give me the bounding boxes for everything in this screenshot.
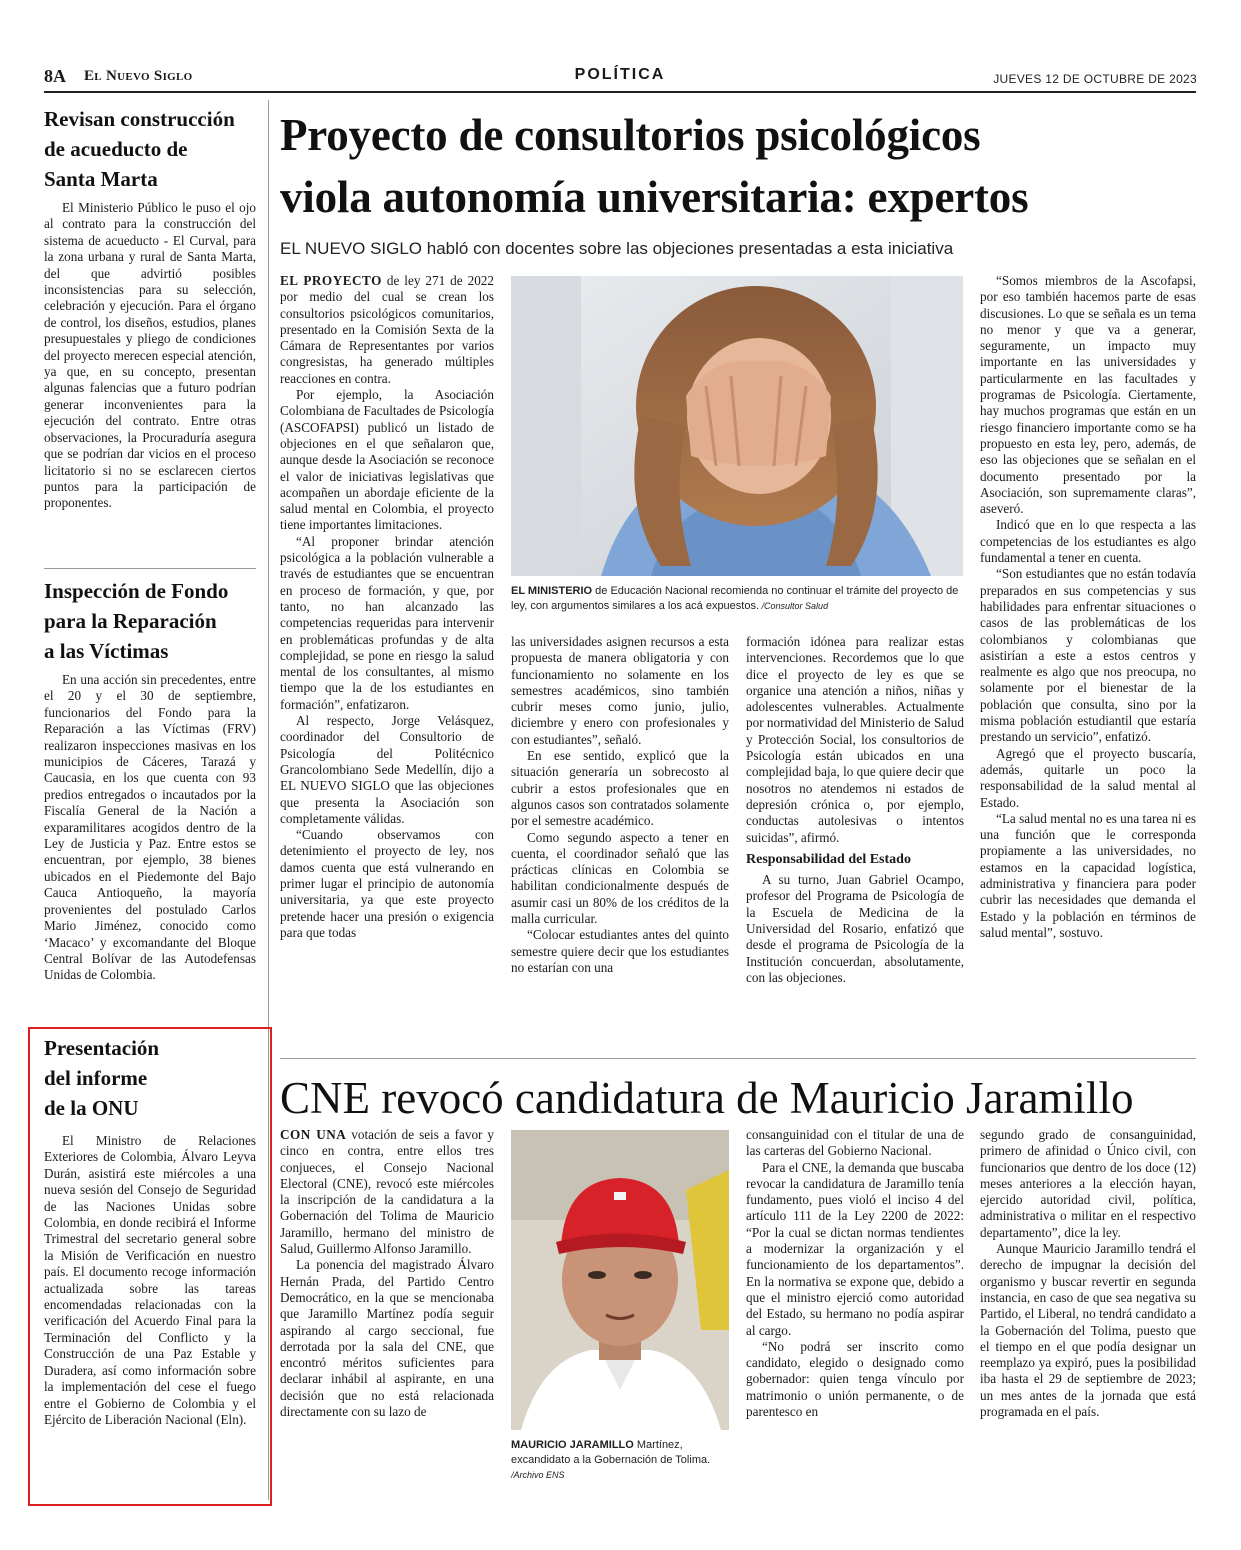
paragraph: Indicó que en lo que respecta a las competencias de los estudiantes es algo fundamental a tener en cuenta. <box>980 517 1196 566</box>
subheading: Responsabilidad del Estado <box>746 851 911 867</box>
paragraph: “Al proponer brindar atención psicológica a la población vulnerable a través de estudiantes que se encuentran en proceso de formación, y que, por tanto, no han alcanzado las competencias requeridas para intervenir en problemáticas profundas y de alta complejidad, se pone en riesgo la salud mental de los consultantes, al mismo tiempo que la de los estudiantes en formación”, enfatizaron. <box>280 533 494 712</box>
lead-in: EL PROYECTO <box>280 273 382 288</box>
cne-col-3 <box>746 1127 964 1420</box>
paragraph: Agregó que el proyecto buscaría, además, quitarle un poco la responsabilidad de la salud mental al Estado. <box>980 745 1196 810</box>
photo-caption: EL MINISTERIO de Educación Nacional recomienda no continuar el trámite del proyecto de ley, con argumentos similares a los acá expuestos. /Consultor Salud <box>511 585 959 612</box>
man-red-cap-photo <box>511 1130 729 1430</box>
paragraph: consanguinidad con el titular de una de las carteras del Gobierno Nacional. <box>746 1127 964 1159</box>
paragraph: “No podrá ser inscrito como candidato, elegido o designado como gobernador: quien tenga vínculo por matrimonio o unión permanente, o de parentesco en <box>746 1338 964 1420</box>
brief-title: Presentación del informe de la ONU <box>44 1036 160 1120</box>
article-divider <box>280 1058 1196 1059</box>
lead-in: CON UNA <box>280 1127 347 1142</box>
paragraph: “Colocar estudiantes antes del quinto semestre quiere decir que los estudiantes no estarían con una <box>511 927 729 975</box>
paragraph: “Son estudiantes que no están todavía preparados en sus competencias y sus habilidades para enfrentar situaciones o casos de las problemáticas de los colombianos y colombianas que asistirían a este a estos centros y realmente es algo que nos preocupa, no solamente por el bienestar de la población que consulta, sino por la misma población estudiantil que estaría prestando un servicio”, enfatizó. <box>980 566 1196 745</box>
photo-caption: MAURICIO JARAMILLO Martínez, excandidato a la Gobernación de Tolima. /Archivo ENS <box>511 1439 711 1480</box>
paragraph: EL PROYECTO de ley 271 de 2022 por medio del cual se crean los consultorios psicológicos comunitarios, presentado en la Comisión Sexta de la Cámara de Representantes por varios congresistas, ha generado múltiples reacciones en contra. <box>280 273 494 386</box>
main-headline: Proyecto de consultorios psicológicos viola autonomía universitaria: expertos <box>280 110 1029 222</box>
brief-divider <box>44 568 256 569</box>
newspaper-name: El Nuevo Siglo <box>84 68 193 84</box>
paragraph: “Somos miembros de la Ascofapsi, por eso también hacemos parte de esas discusiones. Lo que se señala es un tema no menor y que va a generar, seguramente, un impacto muy importante en las universidades y particularmente en las facultades y programas de Psicología. Ciertamente, hay muchos programas que están en un riesgo financiero importante como se ha propuesto en esta ley, pero, además, de eso las objeciones que se señalan en el documento presentado por la Asociación, son supremamente claras”, aseveró. <box>980 273 1196 517</box>
brief-body: El Ministerio Público le puso el ojo al contrato para la construcción del sistema de acueducto - El Curval, para la zona urbana y rural de Santa Marta, del que advirtió posibles inconsistencias para su selección, celebración y ejecución. Para el órgano de control, los diseños, estudios, planes presupuestales y pliego de condiciones del proyecto merecen especial atención, ya que, en su concepto, presentan algunas falencias que a futuro podrían generar inconvenientes para la ejecución del contrato. Entre otras observaciones, la Procuraduría asegura que se podrían dar vicios en el proceso licitatorio si no se esclarecen ciertos puntos para la participación de proponentes. <box>44 200 256 511</box>
brief-santa-marta <box>44 104 256 512</box>
main-col-1 <box>280 273 494 941</box>
paragraph: Para el CNE, la demanda que buscaba revocar la candidatura de Jaramillo tenía fundamento, pues violó el inciso 4 del artículo 111 de la Ley 2200 de 2022: “Por la cual se dictan normas tendientes a modernizar la organización y el funcionamiento de los departamentos”. En la normativa se expone que, debido a que el ministro ejerció como autoridad del Estado, su hermano no podía aspirar al cargo. <box>746 1159 964 1338</box>
page-number: 8A <box>44 66 66 86</box>
main-col-3 <box>746 634 964 986</box>
distressed-woman-icon <box>511 276 963 576</box>
cne-headline: CNE revocó candidatura de Mauricio Jaramillo <box>280 1073 1134 1123</box>
paragraph: Al respecto, Jorge Velásquez, coordinador del Consultorio de Psicología del Politécnico Grancolombiano Sede Medellín, dijo a EL NUEVO SIGLO que las objeciones que presenta la Asociación son completamente válidas. <box>280 713 494 826</box>
paragraph: Por ejemplo, la Asociación Colombiana de Facultades de Psicología (ASCOFAPSI) publicó un listado de objeciones en el que señalaron que, aunque desde la Asociación se reconoce el valor de iniciativas legislativas que acompañen un abordaje eficiente de la salud mental en Colombia, el proyecto tiene importantes limitaciones. <box>280 387 494 533</box>
paragraph: formación idónea para realizar estas intervenciones. Recordemos que lo que dice el proyecto de ley es que se organice una atención a niños, niñas y adolescentes vulnerables. Actualmente por normatividad del Ministerio de Salud y Protección Social, los consultorios de Psicología están ubicados en una complejidad baja, lo que quiere decir que nosotros no atendemos ni estados de depresión crónica o, por ejemplo, conductas autolesivas o intentos suicidas”, afirmó. <box>746 634 964 845</box>
paragraph: Como segundo aspecto a tener en cuenta, el coordinador señaló que las prácticas clínicas en Colombia se habilitan condicionalmente después de asumir casi un 80% de los créditos de la malla curricular. <box>511 829 729 927</box>
paragraph: La ponencia del magistrado Álvaro Hernán Prada, del Partido Centro Democrático, en la que se mencionaba que Jaramillo Martínez podía seguir aspirando al cargo seccional, fue derrotada por la sala del CNE, que encontró méritos suficientes para declarar inhábil al aspirante, en una decisión que no está relacionada directamente con su lazo de <box>280 1257 494 1420</box>
brief-onu <box>44 1033 256 1428</box>
paragraph: “La salud mental no es una tarea ni es una función que le corresponda propiamente a las universidades, no estamos en la capacidad logística, administrativa y financiera para poder cubrir las necesidades que demanda el Estado y la población en términos de salud mental”, sostuvo. <box>980 810 1196 940</box>
section-title: POLÍTICA <box>574 66 666 83</box>
paragraph: En ese sentido, explicó que la situación generaría un sobrecosto al cubrir a estos profesionales que en algunos casos son contratados solamente por el semestre académico. <box>511 748 729 829</box>
issue-date: JUEVES 12 DE OCTUBRE DE 2023 <box>993 72 1197 86</box>
paragraph: “Cuando observamos con detenimiento el proyecto de ley, nos damos cuenta que está vulnerando en primer lugar el principio de autonomía universitaria, ya que este proyecto pretende hacer una presión o exigencia para que todas <box>280 827 494 940</box>
distressed-woman-photo <box>511 276 963 576</box>
header-rule <box>44 91 1196 93</box>
brief-title: Inspección de Fondo para la Reparación a las Víctimas <box>44 579 229 663</box>
brief-body: El Ministro de Relaciones Exteriores de Colombia, Álvaro Leyva Durán, asistirá este miércoles a una nueva sesión del Consejo de Seguridad de las Naciones Unidas sobre Colombia, en donde recibirá el Informe Trimestral del secretario general sobre la Misión de Verificación en nuestro país. El documento recoge información actualizada sobre las tareas encomendadas relacionadas con la verificación del Acuerdo Final para la Terminación del Conflicto y la Construcción de una Paz Estable y Duradera, así como información sobre la implementación del cese el fuego entre el Gobierno de Colombia y el Ejército de Liberación Nacional (Eln). <box>44 1133 256 1427</box>
brief-body: En una acción sin precedentes, entre el 20 y el 30 de septiembre, funcionarios del Fondo para la Reparación a las Víctimas (FRV) realizaron inspecciones masivas en los municipios de Cáceres, Tarazá y Caucasia, en los que cuenta con 93 predios entregados o incautados por la Fiscalía General de la Nación a exparamilitares acogidos dentro de la Ley de Justicia y Paz. Entre estos se encuentran, por ejemplo, 38 bienes ubicados en el Piedemonte del Bajo Cauca Antioqueño, la mayoría provenientes del postulado Carlos Mario Jiménez, conocido como ‘Macaco’ y excomandante del Bloque Central Bolívar de las Autodefensas Unidas de Colombia. <box>44 672 256 983</box>
brief-title: Revisan construcción de acueducto de Santa Marta <box>44 107 235 191</box>
main-subtitle: EL NUEVO SIGLO habló con docentes sobre las objeciones presentadas a esta iniciativa <box>280 239 954 258</box>
cne-col-4 <box>980 1127 1196 1420</box>
cne-col-1 <box>280 1127 494 1420</box>
paragraph: A su turno, Juan Gabriel Ocampo, profesor del Programa de Psicología de la Escuela de Medicina de la Universidad del Rosario, enfatizó que desde el programa de Psicología de la Institución concuerdan, absolutamente, con las objeciones. <box>746 872 964 985</box>
main-col-2 <box>511 634 729 976</box>
paragraph: las universidades asignen recursos a esta propuesta de manera obligatoria y con funcionamiento no solamente en los semestres académicos, sino también cubrir meses como junio, julio, diciembre y enero con profesionales y con estudiantes”, señaló. <box>511 634 729 747</box>
paragraph: segundo grado de consanguinidad, primero de afinidad o Único civil, con funcionarios que dentro de los doce (12) meses anteriores a la elección hayan, ejercido autoridad civil, política, administrativa o militar en el respectivo departamento”, dice la ley. <box>980 1127 1196 1240</box>
main-col-4 <box>980 273 1196 941</box>
man-red-cap-icon <box>511 1130 729 1430</box>
paragraph: Aunque Mauricio Jaramillo tendrá el derecho de impugnar la decisión del organismo y buscar revertir en segunda instancia, en caso de que sea negativa su Partido, el Liberal, no tendrá candidato a la Gobernación del Tolima, puesto que el tiempo en el que podía designar un reemplazo ya expiró, pues la posibilidad iba hasta el 29 de septiembre de 2023; un mes antes de la jornada que está programada en el país. <box>980 1241 1196 1420</box>
brief-victimas <box>44 576 256 984</box>
paragraph: CON UNA votación de seis a favor y cinco en contra, entre ellos tres conjueces, el Consejo Nacional Electoral (CNE), revocó este miércoles la inscripción de la candidatura a la Gobernación del Tolima de Mauricio Jaramillo, hermano del ministro de Salud, Guillermo Alfonso Jaramillo. <box>280 1127 494 1257</box>
